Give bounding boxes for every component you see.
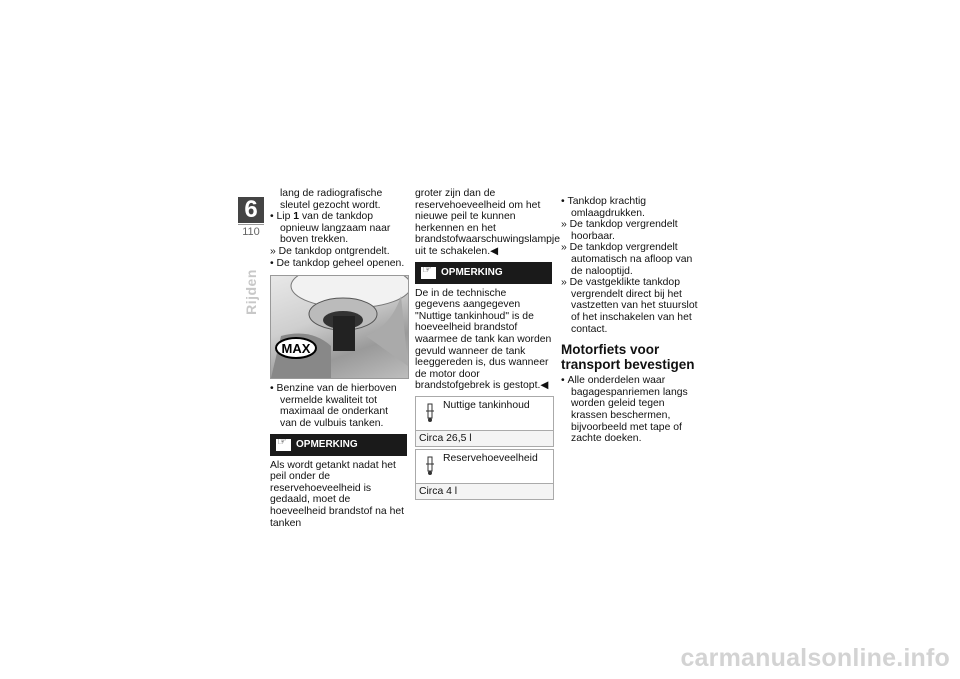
column-1: [270, 188, 407, 529]
list-item: » De tankdop vergrendelt automatisch na afloop van de nalooptijd.: [561, 242, 693, 277]
fuel-tank-illustration: [271, 276, 408, 378]
fuel-gauge-icon: [424, 456, 436, 476]
chapter-number: 6: [238, 197, 264, 223]
fuel-filler-photo: [270, 275, 409, 379]
list-item: » De tankdop ontgrendelt.: [270, 245, 390, 257]
watermark: carmanualsonline.info: [680, 644, 950, 672]
list-item: • De tankdop geheel openen.: [270, 257, 405, 269]
side-section-label: Rijden: [243, 269, 259, 315]
list-item: » De vastgeklikte tankdop vergrendelt direct bij het vastzetten van het stuurslot of het inschakelen van het contact.: [561, 277, 698, 335]
text-continued: lang de radiografische sleutel gezocht wordt.: [280, 188, 383, 211]
spec-label: Reservehoeveelheid: [443, 452, 538, 464]
list-item: • Lip 1 van de tankdop opnieuw langzaam naar boven trekken.: [270, 211, 391, 246]
section-heading: Motorfiets voor transport bevestigen: [561, 342, 695, 372]
list-item: • Alle onderdelen waar bagagespanriemen langs worden geleid tegen krassen beschermen, bijvoorbeeld met tape of zachte doeken.: [561, 375, 688, 445]
spec-label: Nuttige tankinhoud: [443, 399, 530, 411]
list-item: • Tankdop krachtig omlaagdrukken.: [561, 196, 647, 219]
note-text: Als wordt getankt nadat het peil onder de reservehoeveelheid is gedaald, moet de hoeveelheid brandstof na het tanken: [270, 459, 405, 529]
spec-value: Circa 26,5 l: [416, 431, 553, 446]
note-pointer-icon: [421, 267, 436, 279]
note-text: De in de technische gegevens aangegeven "Nuttige tankinhoud" is de hoeveelheid brandstof waarmee de tank kan worden gevuld wanneer de tank leeggereden is, dus wanneer de motor door brandstofgebrek is gestopt.◀: [415, 287, 552, 392]
spec-value: Circa 4 l: [416, 484, 553, 499]
note-header: ☞ OPMERKING: [415, 262, 552, 284]
page-number: 110: [238, 224, 264, 238]
note-pointer-icon: [276, 439, 291, 451]
spec-table-capacity: [415, 396, 554, 447]
max-label: MAX: [281, 341, 311, 357]
list-item: » De tankdop vergrendelt hoorbaar.: [561, 219, 678, 242]
fuel-gauge-icon: [424, 403, 436, 423]
text-continued: groter zijn dan de reservehoeveelheid om het nieuwe peil te kunnen herkennen en het brandstofwaarschuwingslampje uit te schakelen.◀: [415, 188, 560, 257]
column-3: [561, 196, 698, 445]
list-item: • Benzine van de hierboven vermelde kwaliteit tot maximaal de onderkant van de vulbuis tanken.: [270, 383, 397, 429]
spec-table-reserve: [415, 449, 554, 500]
column-2: [415, 188, 560, 500]
note-header: ☞ OPMERKING: [270, 434, 407, 456]
